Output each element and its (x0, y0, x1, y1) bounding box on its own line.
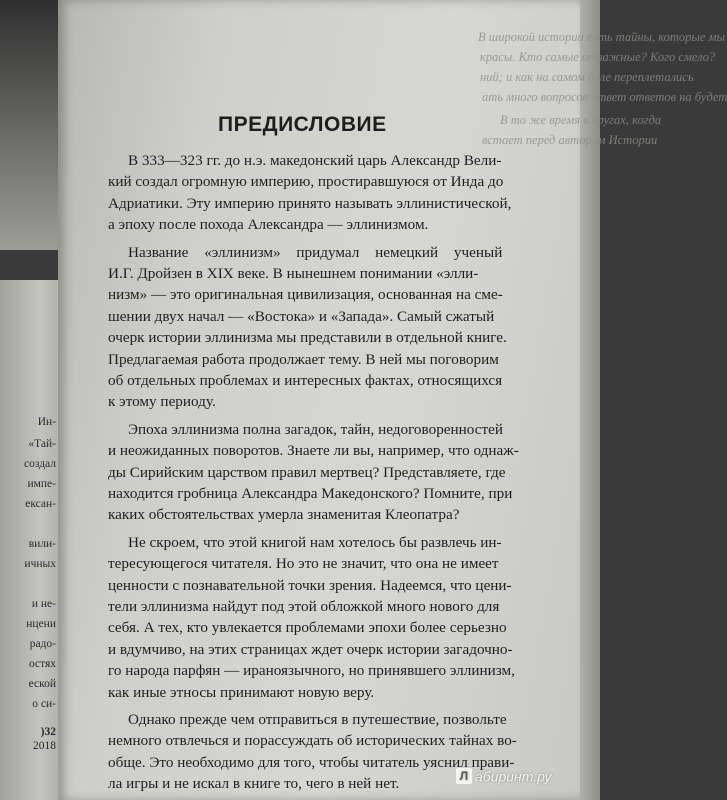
left-fragment: вили- (28, 538, 56, 550)
left-page-shadow (0, 0, 58, 250)
page-title: ПРЕДИСЛОВИЕ (218, 113, 387, 136)
text-line: го народа парфян — ираноязычного, но принявшего эллинизм, (108, 662, 515, 680)
faded-line: В широкой истории есть тайны, которые мы (478, 30, 725, 44)
faded-line: ать много вопросов ответ ответов на будет (482, 90, 727, 104)
left-fragment: импе- (27, 478, 56, 490)
text-line: Название «эллинизм» придумал немецкий ученый (128, 243, 503, 261)
left-fragment: и не- (31, 598, 56, 610)
left-fragment: еской (28, 678, 56, 690)
text-line: В 333—323 гг. до н.э. македонский царь Александр Вели- (128, 152, 502, 169)
left-fragment: радо- (29, 638, 56, 650)
left-fragment: )32 (40, 726, 56, 738)
text-line: немного отвлечься и порассуждать об исторических тайнах во- (108, 732, 517, 750)
text-line: ценности с познавательной точки зрения. Надеемся, что цени- (108, 576, 512, 594)
left-fragment: остях (28, 658, 56, 670)
text-line: Однако прежде чем отправиться в путешествие, позвольте (128, 711, 507, 728)
text-line: тели эллинизма найдут под этой обложкой много нового для (108, 598, 500, 615)
text-line: как иные этносы принимают новую веру. (108, 683, 375, 701)
left-fragment: Ин- (37, 416, 56, 428)
labirint-logo-icon: Л (456, 768, 472, 784)
text-line: об отдельных проблемах и интересных фактах, относящихся (108, 372, 503, 389)
text-line: низм» — это оригинальная цивилизация, основанная на сме- (108, 286, 503, 304)
text-line: Не скроем, что этой книгой нам хотелось бы развлечь ин- (128, 533, 502, 551)
left-page (0, 280, 58, 800)
text-line: обще. Это необходимо для того, чтобы читатель уяснил прави- (108, 753, 515, 771)
left-fragment: создал (24, 458, 56, 470)
text-line: каких обстоятельствах умерла знаменитая Клеопатра? (108, 506, 460, 524)
text-line: ла игры и не искал в книге то, чего в ней нет. (108, 775, 400, 793)
left-fragment: о си- (32, 698, 56, 710)
text-line: кий создал огромную империю, простиравшуюся от Инда до (108, 173, 504, 191)
text-line: себя. А тех, кто увлекается проблемами эпохи более серьезно (108, 619, 507, 637)
faded-line: ний; и как на самом деле переплетались (480, 70, 694, 84)
left-fragment: нцени (26, 618, 56, 630)
text-line: а эпоху после похода Александра — эллинизмом. (108, 216, 429, 234)
text-line: Предлагаемая работа продолжает тему. В ней мы поговорим (108, 350, 499, 368)
text-line: и неожиданных поворотов. Знаете ли вы, например, что однаж- (108, 442, 519, 460)
faded-line: встает перед автором Истории (482, 133, 658, 147)
text-line: и вдумчиво, на этих страницах ждет очерк истории загадочно- (108, 640, 513, 658)
left-fragment: «Тай- (28, 438, 56, 450)
text-line: к этому периоду. (108, 393, 216, 411)
left-fragment: ексан- (25, 498, 56, 510)
text-line: шении двух начал — «Востока» и «Запада». Самый сжатый (108, 307, 495, 325)
left-fragment: 2018 (33, 740, 56, 752)
text-line: тересующегося читателя. Но это не значит, что она не имеет (108, 555, 499, 573)
text-line: И.Г. Дройзен в XIX веке. В нынешнем понимании «элли- (108, 265, 479, 282)
faded-line: красы. Кто самые отважные? Кого смело? (480, 50, 716, 64)
faded-line: В то же время в кругах, когда (500, 113, 662, 127)
watermark-text: абиринт.ру (475, 768, 552, 785)
text-line: очерк истории эллинизма мы представили в отдельной книге. (108, 329, 507, 347)
left-fragment: ичных (24, 558, 56, 570)
text-line: находится гробница Александра Македонского? Помните, при (108, 485, 513, 502)
text-line: ды Сирийским царством правил мертвец? Представляете, где (108, 463, 506, 481)
text-line: Адриатики. Эту империю принято называть эллинистической, (108, 194, 512, 212)
text-line: Эпоха эллинизма полна загадок, тайн, недоговоренностей (128, 420, 503, 438)
